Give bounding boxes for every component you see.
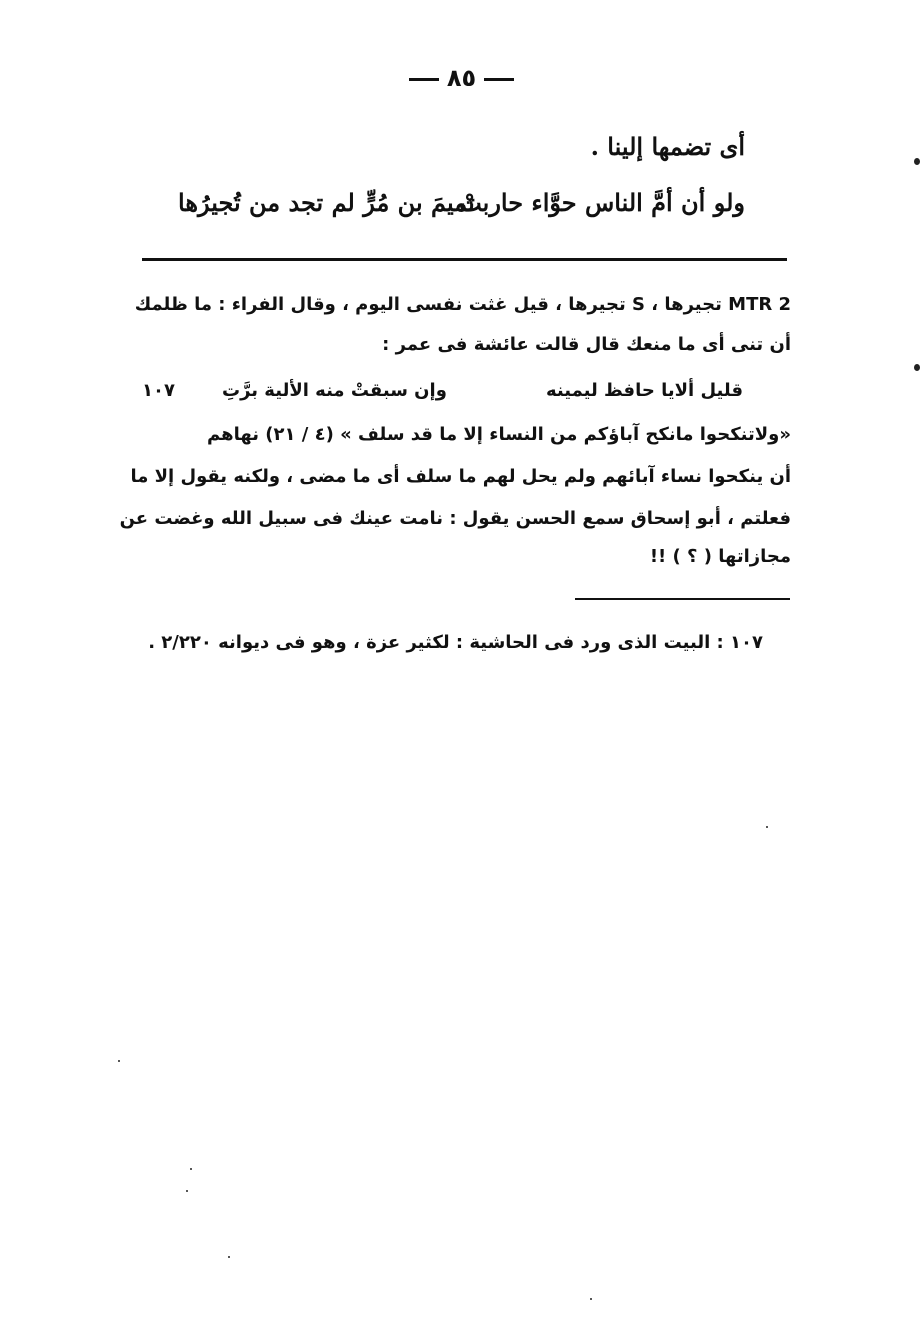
scan-speck: [190, 1168, 192, 1170]
page-number-dash-right: [484, 78, 514, 81]
apparatus-verse-left-hemistich: وإن سبقتْ منه الألية برَّتِ: [222, 380, 447, 401]
apparatus-verse-number: ١٠٧: [142, 380, 175, 401]
apparatus-line-4: «ولاتنكحوا مانكح آباؤكم من النساء إلا ما قد سلف » (٤ / ٢١) نهاهم: [207, 424, 791, 445]
apparatus-line-1: MTR 2 تجيرها ، S تجيرها ، قيل غثت نفسى اليوم ، وقال الفراء : ما ظلمك: [134, 294, 791, 315]
scan-speck: [914, 158, 920, 165]
scan-speck: [590, 1298, 592, 1300]
apparatus-line-7: مجازاتها ( ؟ ) !!: [649, 546, 791, 567]
footnote-separator-rule: [575, 598, 790, 600]
apparatus-verse-right-hemistich: قليل ألايا حافظ ليمينه: [545, 380, 743, 401]
apparatus-line-6: فعلتم ، أبو إسحاق سمع الحسن يقول : نامت عينك فى سبيل الله وغضت عن: [119, 508, 791, 529]
scan-speck: [186, 1190, 188, 1192]
scan-speck: [914, 364, 920, 371]
apparatus-line-2: أن تنى أى ما منعك قال قالت عائشة فى عمر :: [382, 334, 791, 355]
verse-line-2-right-hemistich: ولو أن أمَّ الناس حوَّاء حاربتْ: [459, 188, 745, 217]
page-number-dash-left: [409, 78, 439, 81]
page-number: [0, 64, 923, 92]
main-separator-rule: [142, 258, 787, 261]
verse-line-2-left-hemistich: تميمَ بن مُرٍّ لم تجد من تُجيرُها: [178, 188, 475, 217]
page-number-text: ٨٥: [446, 64, 477, 92]
scan-speck: [118, 1060, 120, 1062]
scan-speck: [228, 1256, 230, 1258]
scan-speck: [766, 826, 768, 828]
apparatus-line-5: أن ينكحوا نساء آبائهم ولم يحل لهم ما سلف أى ما مضى ، ولكنه يقول إلا ما: [130, 466, 791, 487]
footnote-line: ١٠٧ : البيت الذى ورد فى الحاشية : لكثير عزة ، وهو فى ديوانه ٢/٢٢٠ .: [148, 632, 763, 653]
verse-line-1: أى تضمها إلينا .: [590, 132, 745, 161]
